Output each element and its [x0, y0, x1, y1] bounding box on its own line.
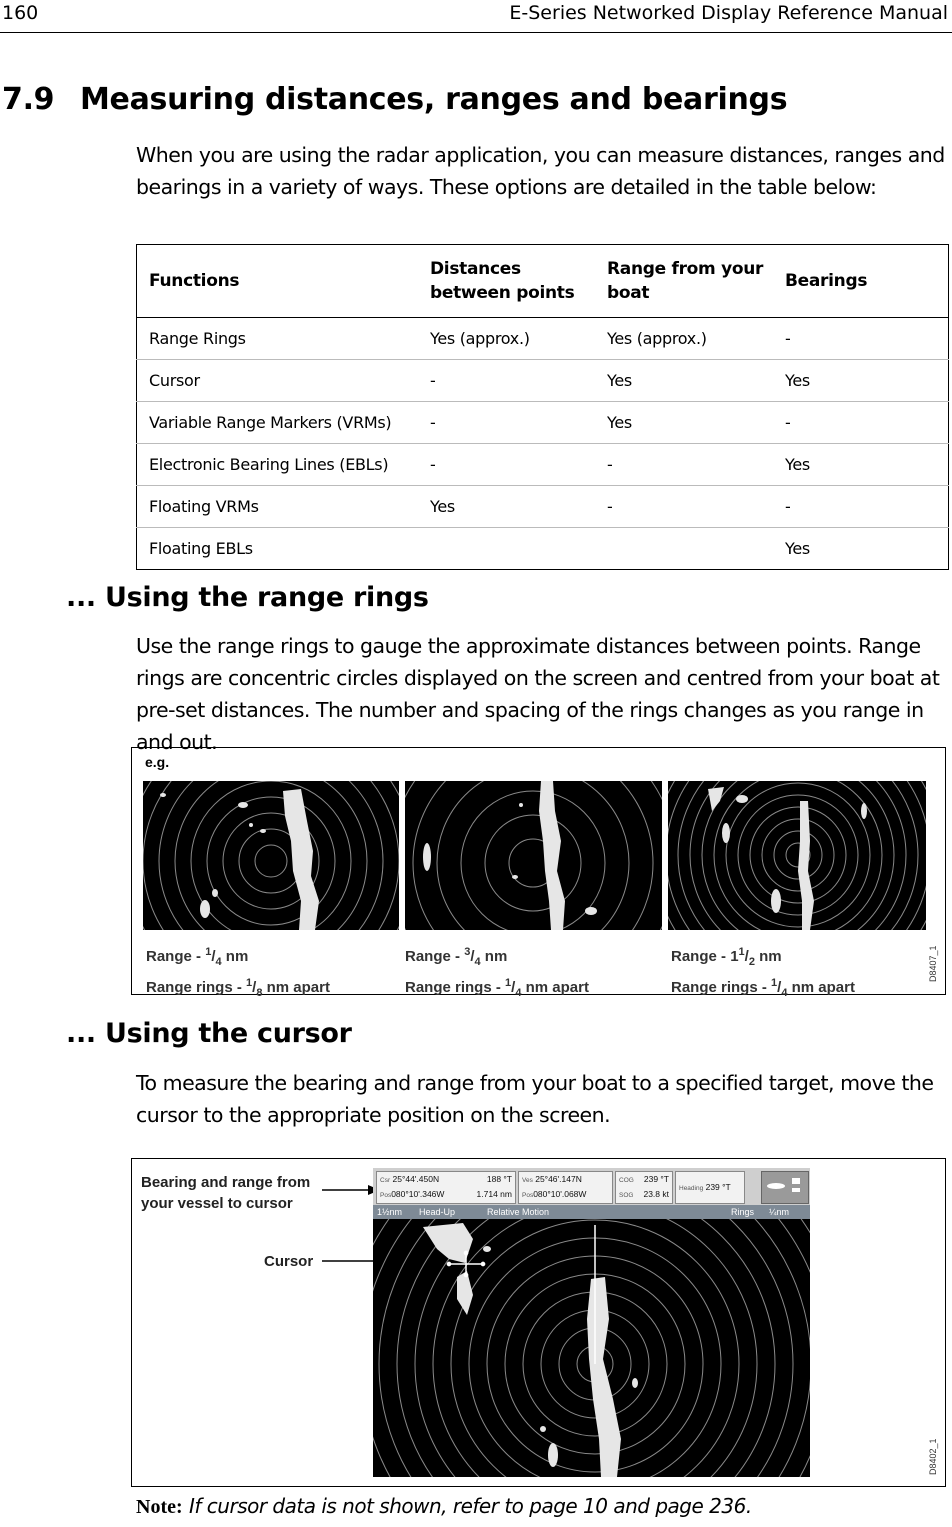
radar-picture: [373, 1219, 810, 1477]
range-rings-heading: ... Using the range rings: [66, 582, 429, 613]
table-cell: Yes (approx.): [595, 318, 773, 360]
table-header: Range from your boat: [595, 245, 773, 318]
table-cell: -: [418, 360, 595, 402]
rings-spacing: Range rings - $^1/_4$ nm apart: [405, 977, 589, 999]
table-cell: Variable Range Markers (VRMs): [137, 402, 419, 444]
cursor-figure: [131, 1158, 946, 1487]
range-value: Range - $1^1/_2$ nm: [671, 946, 782, 968]
figure-code: D8402_1: [928, 1438, 938, 1475]
cog-sog-box: COG 239 °T SOG 23.8 kt: [615, 1171, 673, 1204]
table-cell: Yes (approx.): [418, 318, 595, 360]
range-rings-figure: [131, 747, 946, 999]
orientation-mode: Head-Up: [419, 1207, 456, 1217]
table-row: [137, 402, 949, 444]
radar-display: [373, 1168, 810, 1477]
table-cell: -: [418, 402, 595, 444]
eg-label: e.g.: [145, 754, 170, 770]
table-header: Bearings: [773, 245, 949, 318]
table-header-row: [137, 245, 949, 318]
radar-image-quarter-nm: [143, 781, 399, 930]
section-number: 7.9: [2, 82, 55, 117]
table-cell: Cursor: [137, 360, 419, 402]
table-cell: Yes: [773, 360, 949, 402]
table-cell: Electronic Bearing Lines (EBLs): [137, 444, 419, 486]
cursor-callout: Cursor: [264, 1253, 314, 1270]
range-rings-paragraph: Use the range rings to gauge the approximate distances between points. Range rings are concentric circles displayed on the screen and centred from your boat at pre-set distances. The number and spacing of the rings changes as you range in and out.: [136, 634, 940, 754]
table-row: [137, 486, 949, 528]
range-caption-1: [146, 942, 330, 1004]
note-label: Note:: [136, 1496, 183, 1518]
radar-status-icon: [761, 1171, 809, 1204]
table-cell: Yes: [785, 539, 810, 558]
radar-image-three-quarter-nm: [405, 781, 662, 930]
table-header: Functions: [137, 245, 419, 318]
vessel-data-box: Ves 25°46'.147N Pos080°10'.068W: [518, 1171, 613, 1204]
rings-label: Rings: [731, 1207, 755, 1217]
table-header: Distances between points: [418, 245, 595, 318]
range-caption-2: [405, 942, 589, 1004]
manual-title: E-Series Networked Display Reference Manual: [509, 2, 948, 24]
table-cell: -: [595, 486, 773, 528]
cursor-data-box: Csr 25°44'.450N 188 °T Pos080°10'.346W 1.714 nm: [376, 1171, 516, 1204]
table-row: [137, 444, 949, 486]
range-value: Range - $^3/_4$ nm: [405, 946, 508, 968]
range-value: Range - $^1/_4$ nm: [146, 946, 249, 968]
intro-paragraph: When you are using the radar application, you can measure distances, ranges and bearings in a variety of ways. These options are detailed in the table below:: [136, 143, 945, 199]
section-heading: [2, 82, 787, 117]
range-caption-3: [671, 942, 855, 1004]
table-cell: Yes: [595, 402, 773, 444]
table-cell: -: [418, 444, 595, 486]
rings-spacing: Range rings - $^1/_4$ nm apart: [671, 977, 855, 999]
cursor-paragraph: To measure the bearing and range from your boat to a specified target, move the cursor to the appropriate position on the screen.: [136, 1071, 934, 1127]
rings-spacing: Range rings - $^1/_8$ nm apart: [146, 977, 330, 999]
table-cell: [595, 528, 773, 570]
figure-code: D8407_1: [928, 945, 938, 982]
table-cell: -: [773, 486, 949, 528]
bearing-range-callout: Bearing and range from your vessel to cursor: [141, 1174, 311, 1212]
range-readout: 1½nm: [377, 1207, 403, 1217]
table-cell: Yes: [418, 486, 595, 528]
table-row: [137, 528, 949, 570]
cursor-bearing: 188 °T: [486, 1174, 512, 1184]
cursor-range: 1.714 nm: [476, 1189, 512, 1199]
header-rule: [0, 32, 952, 33]
table-row: [137, 318, 949, 360]
rings-readout: ¼nm: [769, 1207, 790, 1217]
motion-mode: Relative Motion: [487, 1207, 550, 1217]
section-title: Measuring distances, ranges and bearings: [80, 82, 788, 117]
table-cell: Floating VRMs: [137, 486, 419, 528]
radar-status-bar: [373, 1205, 810, 1219]
page-number: 160: [2, 2, 39, 24]
heading-box: Heading 239 °T: [675, 1171, 745, 1204]
table-cell: Range Rings: [137, 318, 419, 360]
table-cell: -: [773, 402, 949, 444]
table-cell: Yes: [773, 444, 949, 486]
note: [136, 1494, 752, 1519]
table-cell: [418, 528, 595, 570]
radar-image-one-and-half-nm: [668, 781, 926, 930]
table-cell: Floating EBLs: [149, 539, 253, 558]
note-text: If cursor data is not shown, refer to page 10 and page 236.: [189, 1494, 752, 1518]
table-cell: -: [773, 318, 949, 360]
table-cell: Yes: [595, 360, 773, 402]
table-row: [137, 360, 949, 402]
table-cell: -: [595, 444, 773, 486]
functions-table: [136, 244, 949, 570]
cursor-heading: ... Using the cursor: [66, 1018, 352, 1049]
